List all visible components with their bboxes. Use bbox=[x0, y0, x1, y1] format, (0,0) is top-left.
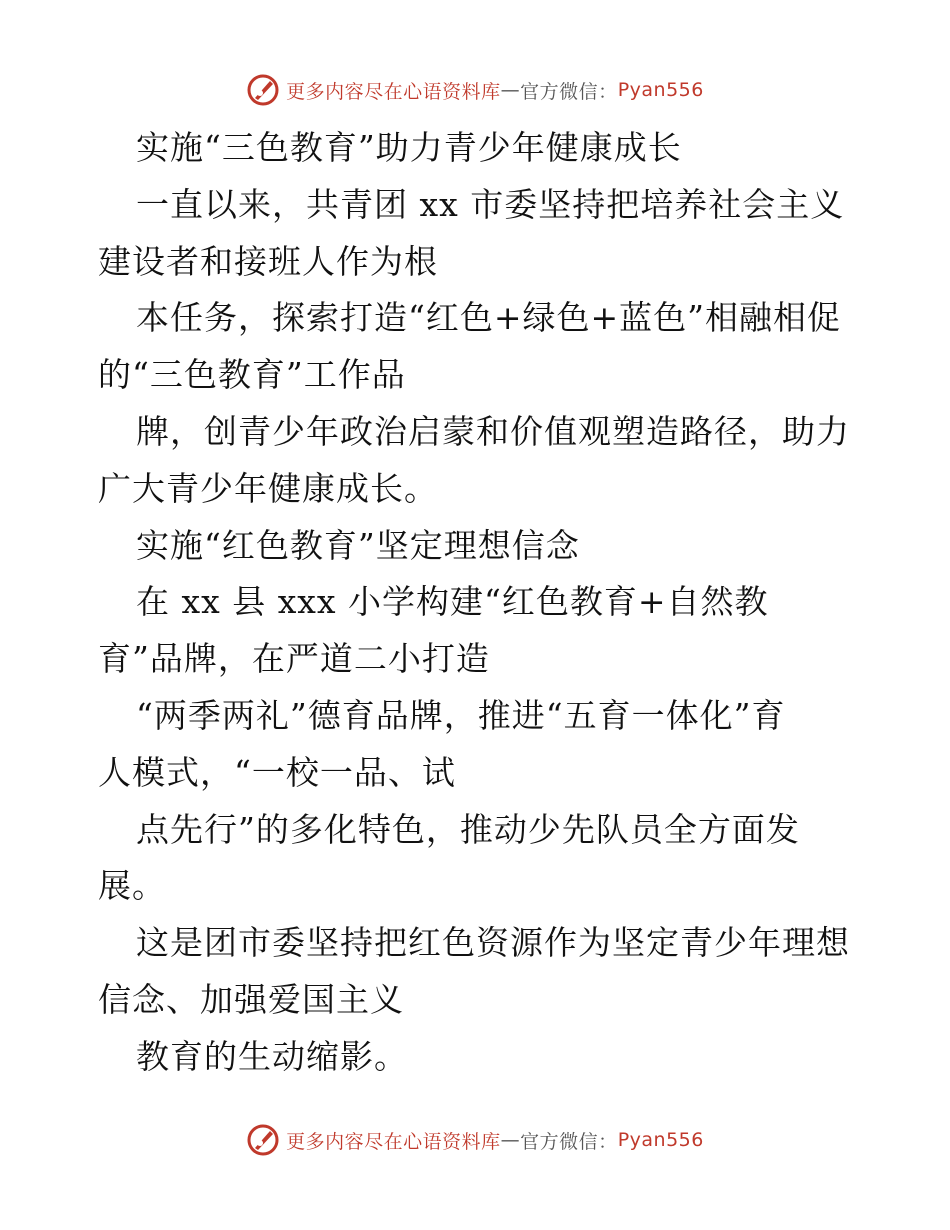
watermark-separator: — bbox=[500, 79, 521, 101]
paragraph-line: 本任务，探索打造“红色+绿色+蓝色”相融相促 bbox=[136, 298, 842, 338]
paragraph-line: 展。 bbox=[98, 866, 166, 906]
section-title: 实施“红色教育”坚定理想信念 bbox=[136, 525, 580, 565]
watermark-text: 更多内容尽在心语资料库 bbox=[286, 80, 501, 103]
watermark-text: 更多内容尽在心语资料库 bbox=[286, 1130, 501, 1153]
footer-watermark bbox=[0, 1120, 950, 1160]
paragraph-line: “两季两礼”德育品牌，推进“五育一体化”育 bbox=[136, 695, 786, 735]
paragraph-line: 人模式，“一校一品、试 bbox=[98, 752, 456, 792]
paragraph-line: 牌，创青少年政治启蒙和价值观塑造路径，助力 bbox=[136, 411, 850, 451]
paragraph-line: 广大青少年健康成长。 bbox=[98, 468, 438, 508]
paragraph-line: 教育的生动缩影。 bbox=[136, 1036, 408, 1076]
paragraph-line: 建设者和接班人作为根 bbox=[98, 241, 438, 281]
paragraph-line: 在 xx 县 xxx 小学构建“红色教育+自然教 bbox=[136, 582, 769, 622]
watermark-label: 官方微信： bbox=[520, 80, 618, 103]
section-title: 实施“三色教育”助力青少年健康成长 bbox=[136, 128, 682, 167]
quill-circle-logo-icon bbox=[246, 73, 280, 107]
paragraph-line: 点先行”的多化特色，推动少先队员全方面发 bbox=[136, 809, 800, 849]
paragraph-line: 信念、加强爱国主义 bbox=[98, 979, 404, 1019]
paragraph-line: 一直以来，共青团 xx 市委坚持把培养社会主义 bbox=[136, 184, 845, 224]
header-watermark bbox=[0, 70, 950, 110]
document-body bbox=[98, 120, 853, 1086]
watermark-label: 官方微信： bbox=[520, 1130, 618, 1153]
paragraph-line: 这是团市委坚持把红色资源作为坚定青少年理想 bbox=[136, 923, 850, 963]
quill-circle-logo-icon bbox=[246, 1123, 280, 1157]
watermark-account: Pyan556 bbox=[617, 79, 704, 101]
watermark-account: Pyan556 bbox=[617, 1129, 704, 1151]
paragraph-line: 的“三色教育”工作品 bbox=[98, 355, 406, 395]
paragraph-line: 育”品牌，在严道二小打造 bbox=[98, 639, 490, 679]
watermark-separator: — bbox=[500, 1129, 521, 1151]
